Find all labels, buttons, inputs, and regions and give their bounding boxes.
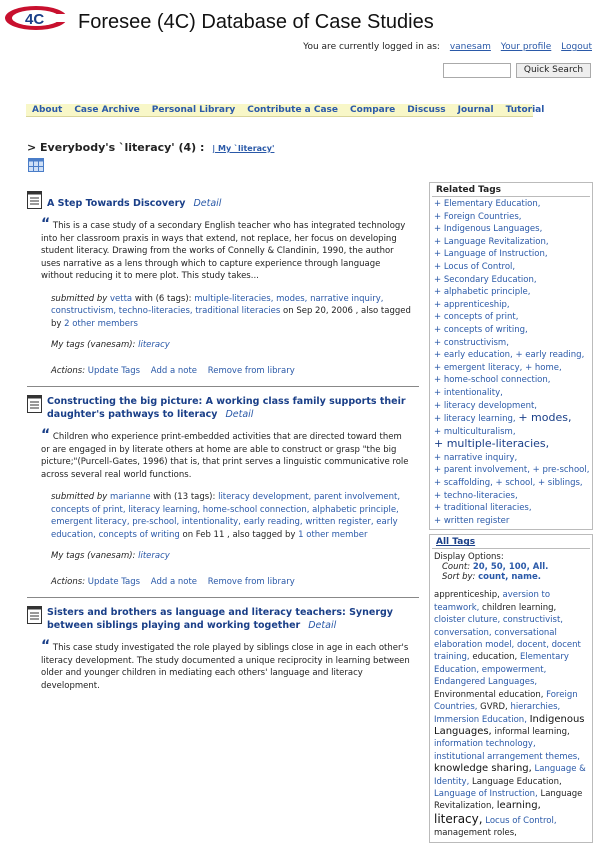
all-tag-link[interactable]: management roles, xyxy=(434,828,517,839)
case-date: on Sep 20, 2006 , also tagged by xyxy=(51,306,411,329)
sort-options[interactable]: count, name. xyxy=(478,572,541,583)
case-tag[interactable]: alphabetic principle, xyxy=(312,504,399,515)
case-item xyxy=(27,183,419,376)
all-tag-link[interactable]: Locus of Control, xyxy=(485,815,557,826)
my-tag-link[interactable]: literacy xyxy=(138,551,170,561)
case-tag[interactable]: literacy development, xyxy=(218,492,312,502)
case-abstract xyxy=(41,216,411,283)
my-tags xyxy=(51,551,419,561)
case-detail-link[interactable]: Detail xyxy=(225,409,254,420)
case-tag[interactable]: constructivism, xyxy=(51,306,117,316)
related-tag-link[interactable]: + Elementary Education, xyxy=(434,199,541,209)
update-tags-link[interactable]: Update Tags xyxy=(87,366,141,376)
all-tags-heading[interactable]: All Tags xyxy=(432,537,590,549)
all-tag-link[interactable]: docent, xyxy=(516,640,549,651)
case-tag[interactable]: concepts of writing xyxy=(98,529,180,540)
all-tag-link[interactable]: children learning, xyxy=(482,602,557,613)
submitter-link[interactable]: marianne xyxy=(109,492,151,502)
tag-count: with (13 tags): xyxy=(153,492,216,502)
case-tag[interactable]: parent involvement, xyxy=(313,492,401,502)
all-tags-box xyxy=(429,534,593,842)
other-members-link[interactable]: 2 other members xyxy=(64,318,138,329)
related-tags-list xyxy=(432,197,590,527)
case-abstract-text: Children who experience print-embedded activities that are directed toward them or are engaged in by literate others at home are able to construct or grasp "the big picture;"(Purcell-Gates, 1996) that is, that print serves a linguistic communicative role across several real world functions. xyxy=(41,432,409,480)
related-tag-link[interactable]: + concepts of print, xyxy=(434,312,519,323)
nav-contribute[interactable]: Contribute a Case xyxy=(247,105,339,115)
all-tag-link[interactable]: education, xyxy=(472,652,518,663)
case-detail-link[interactable]: Detail xyxy=(193,198,222,209)
related-tag-link[interactable]: + Locus of Control, xyxy=(434,261,516,272)
related-tag-link[interactable]: + intentionality, xyxy=(434,387,503,398)
case-actions xyxy=(51,577,419,587)
related-tag-link[interactable]: + scaffolding, xyxy=(434,478,493,489)
case-abstract-text: This case study investigated the role played by siblings close in age in each other's literacy development. The study documented a unique reciprocity in learning between older and younger children in mediating each others' language and literacy development. xyxy=(41,643,410,691)
username-link[interactable]: vanesam xyxy=(449,42,491,52)
related-tag-link[interactable]: + home, xyxy=(525,362,562,373)
related-tag-link[interactable]: + school, xyxy=(495,478,536,489)
case-actions xyxy=(51,366,419,376)
related-tag-link[interactable]: + Secondary Education, xyxy=(434,274,537,285)
related-tag-link[interactable]: + parent involvement, xyxy=(434,465,530,476)
quote-icon: “ xyxy=(41,638,51,654)
all-tag-link[interactable]: Foreign Countries, xyxy=(434,689,578,713)
related-tag-link[interactable]: + alphabetic principle, xyxy=(434,287,531,298)
all-tag-link[interactable]: GVRD, xyxy=(480,702,508,713)
case-tag[interactable]: narrative inquiry, xyxy=(310,293,384,304)
all-tag-link[interactable]: Language Revitalization, xyxy=(434,788,583,812)
main-nav xyxy=(26,104,545,117)
case-tag[interactable]: intentionality, xyxy=(181,517,241,527)
document-icon xyxy=(27,191,42,209)
case-title-link[interactable]: A Step Towards Discovery xyxy=(47,198,186,209)
case-tag[interactable]: modes, xyxy=(276,293,308,304)
all-tag-link[interactable]: literacy, xyxy=(434,811,483,826)
case-tag[interactable]: early reading, xyxy=(243,517,303,527)
user-bar xyxy=(296,42,592,52)
all-tag-link[interactable]: learning, xyxy=(496,800,541,812)
page-title xyxy=(27,141,274,154)
remove-from-library-link[interactable]: Remove from library xyxy=(207,366,295,376)
case-tag[interactable]: literacy learning, xyxy=(128,504,201,515)
all-tag-link[interactable]: Environmental education, xyxy=(434,689,544,700)
related-tag-link[interactable]: + emergent literacy, xyxy=(434,362,523,373)
related-tag-link[interactable]: + Foreign Countries, xyxy=(434,211,522,222)
page-heading-text: > Everybody's `literacy' (4) : xyxy=(27,141,205,154)
case-tag[interactable]: emergent literacy, xyxy=(51,517,130,527)
related-tag-link[interactable]: + Language of Instruction, xyxy=(434,249,548,260)
all-tag-link[interactable]: Indigenous Languages, xyxy=(434,713,585,737)
actions-label: Actions: xyxy=(51,577,86,587)
related-tags-heading: Related Tags xyxy=(432,185,590,197)
submitter-link[interactable]: vetta xyxy=(109,293,133,304)
my-tags-label: My tags (vanesam): xyxy=(51,340,136,350)
case-submitted xyxy=(51,491,411,541)
nav-tutorial[interactable]: Tutorial xyxy=(505,105,545,115)
all-tag-link[interactable]: Immersion Education, xyxy=(434,714,527,725)
related-tag-link[interactable]: + Indigenous Languages, xyxy=(434,224,543,235)
nav-about[interactable]: About xyxy=(32,105,63,115)
all-tags-list xyxy=(432,589,590,839)
quick-search-button[interactable]: Quick Search xyxy=(516,63,591,78)
all-tag-link[interactable]: information technology, xyxy=(434,739,536,750)
all-tag-link[interactable]: hierarchies, xyxy=(510,702,561,713)
remove-from-library-link[interactable]: Remove from library xyxy=(207,577,295,587)
case-list xyxy=(27,183,419,692)
count-label: Count: xyxy=(442,562,471,573)
all-tag-link[interactable]: Language Education, xyxy=(471,776,562,787)
all-tag-link[interactable]: conversational elaboration model, xyxy=(434,627,557,651)
related-tag-link[interactable]: + multiple-literacies, xyxy=(434,437,550,451)
count-options[interactable]: 20, 50, 100, All. xyxy=(472,562,549,573)
add-note-link[interactable]: Add a note xyxy=(150,366,197,376)
related-tag-link[interactable]: + concepts of writing, xyxy=(434,324,528,335)
related-tag-link[interactable]: + early reading, xyxy=(515,350,585,361)
case-tag[interactable]: traditional literacies xyxy=(195,306,281,316)
case-tag[interactable]: techno-literacies, xyxy=(118,306,193,316)
site-logo[interactable] xyxy=(3,4,69,32)
all-tag-link[interactable]: conversation, xyxy=(434,627,492,638)
logged-in-text: You are currently logged in as: xyxy=(303,42,440,52)
nav-personal-library[interactable]: Personal Library xyxy=(151,105,236,115)
update-tags-link[interactable]: Update Tags xyxy=(87,577,141,587)
case-submitted xyxy=(51,293,411,331)
quote-icon: “ xyxy=(41,216,51,232)
all-tag-link[interactable]: informal learning, xyxy=(494,726,570,737)
quote-icon: “ xyxy=(41,427,51,443)
case-detail-link[interactable]: Detail xyxy=(308,620,337,631)
tag-count: with (6 tags): xyxy=(134,293,192,304)
other-members-link[interactable]: 1 other member xyxy=(298,529,368,540)
related-tag-link[interactable]: + siblings, xyxy=(537,478,583,489)
case-tag[interactable]: pre-school, xyxy=(132,517,180,527)
all-tag-link[interactable]: knowledge sharing, xyxy=(434,763,532,775)
document-icon xyxy=(27,395,42,413)
related-tag-link[interactable]: + literacy learning, xyxy=(434,414,516,425)
document-icon xyxy=(27,606,42,624)
add-note-link[interactable]: Add a note xyxy=(150,577,197,587)
related-tag-link[interactable]: + apprenticeship, xyxy=(434,299,510,310)
all-tag-link[interactable]: docent training, xyxy=(434,640,581,663)
case-abstract-text: This is a case study of a secondary English teacher who has integrated technology into her classroom praxis in ways that extend, not replace, her focus on developing student literacy. Drawing from the works of Connelly & Clandinin, 1990, the author uses narrative as a lens through which to capture experience through language without reducing it to mere plot. This study takes... xyxy=(41,221,406,281)
all-tag-link[interactable]: Language & Identity, xyxy=(434,764,586,787)
submitted-label: submitted by xyxy=(51,492,108,502)
related-tag-link[interactable]: + early education, xyxy=(434,350,513,361)
my-tag-link[interactable]: literacy xyxy=(138,340,170,350)
related-tag-link[interactable]: + modes, xyxy=(518,411,572,425)
case-tag[interactable]: concepts of print, xyxy=(51,504,126,515)
sort-label: Sort by: xyxy=(442,572,476,583)
related-tag-link[interactable]: + pre-school, xyxy=(532,465,590,476)
all-tag-link[interactable]: aversion to teamwork, xyxy=(434,590,551,613)
case-tag[interactable]: home-school connection, xyxy=(202,504,310,515)
related-tags-box xyxy=(429,182,593,530)
all-tag-link[interactable]: Elementary Education, xyxy=(434,652,569,675)
logout-link[interactable]: Logout xyxy=(561,42,592,52)
site-title: Foresee (4C) Database of Case Studies xyxy=(78,11,434,33)
case-abstract xyxy=(41,638,411,692)
related-tag-link[interactable]: + home-school connection, xyxy=(434,375,551,386)
related-tag-link[interactable]: + constructivism, xyxy=(434,337,509,348)
sidebar xyxy=(429,182,593,843)
case-title-link[interactable]: Sisters and brothers as language and literacy teachers: Synergy between siblings playing and working together xyxy=(47,607,394,631)
calendar-icon[interactable] xyxy=(28,158,44,172)
related-tag-link[interactable]: + multiculturalism, xyxy=(434,426,516,437)
all-tag-link[interactable]: institutional arrangement themes, xyxy=(434,751,580,762)
all-tag-link[interactable]: apprenticeship, xyxy=(434,590,500,601)
submitted-label: submitted by xyxy=(51,293,108,304)
related-tag-link[interactable]: + traditional literacies, xyxy=(434,503,532,514)
page-header xyxy=(0,0,600,95)
display-options-label: Display Options: xyxy=(434,552,504,563)
nav-compare[interactable]: Compare xyxy=(350,105,396,115)
all-tag-link[interactable]: Endangered Languages, xyxy=(434,677,538,688)
related-tag-link[interactable]: + literacy development, xyxy=(434,400,537,411)
quick-search-input[interactable] xyxy=(443,63,511,78)
profile-link[interactable]: Your profile xyxy=(500,42,552,52)
case-item xyxy=(27,597,419,692)
nav-journal[interactable]: Journal xyxy=(457,105,494,115)
display-options xyxy=(432,549,590,585)
case-tag[interactable]: multiple-literacies, xyxy=(194,293,274,304)
case-abstract xyxy=(41,427,411,481)
all-tag-link[interactable]: empowerment, xyxy=(481,664,547,675)
case-date: on Feb 11 , also tagged by xyxy=(182,529,296,540)
related-tag-link[interactable]: + Language Revitalization, xyxy=(434,236,549,247)
all-tag-link[interactable]: Language of Instruction, xyxy=(434,788,538,799)
related-tag-link[interactable]: + written register xyxy=(434,515,510,526)
logo-text: 4C xyxy=(25,11,45,28)
actions-label: Actions: xyxy=(51,366,86,376)
case-title-link[interactable]: Constructing the big picture: A working class family supports their daughter's pathways to literacy xyxy=(47,396,406,420)
related-tag-link[interactable]: + narrative inquiry, xyxy=(434,452,518,463)
case-item xyxy=(27,386,419,587)
related-tag-link[interactable]: + techno-literacies, xyxy=(434,490,518,501)
my-tags-label: My tags (vanesam): xyxy=(51,551,136,561)
case-tag[interactable]: early education, xyxy=(51,517,398,540)
nav-case-archive[interactable]: Case Archive xyxy=(74,105,140,115)
nav-discuss[interactable]: Discuss xyxy=(407,105,446,115)
all-tag-link[interactable]: constructivist, xyxy=(502,615,564,626)
my-tags xyxy=(51,340,419,350)
all-tag-link[interactable]: cloister cluture, xyxy=(434,615,501,626)
my-literacy-link[interactable]: | My `literacy' xyxy=(212,144,275,153)
case-tag[interactable]: written register, xyxy=(305,517,374,527)
